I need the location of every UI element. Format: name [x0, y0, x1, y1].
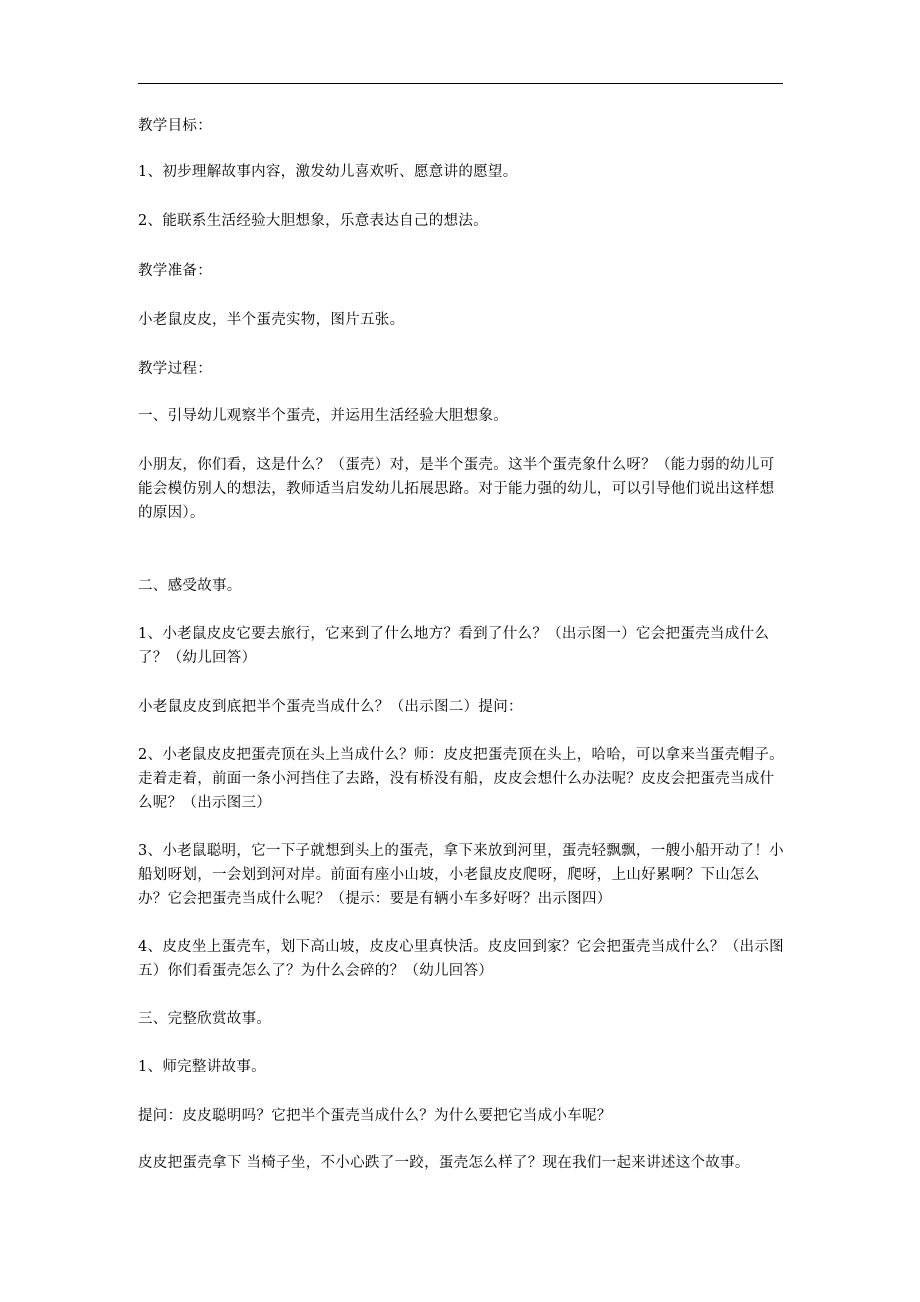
preparation-text: 小老鼠皮皮，半个蛋壳实物，图片五张。	[138, 312, 405, 328]
process-section-2-title: 二、感受故事。	[138, 578, 242, 594]
process-section-1-text: 小朋友，你们看，这是什么？（蛋壳）对，是半个蛋壳。这半个蛋壳象什么呀？（能力弱的幼儿可能会模仿别人的想法，教师适当启发幼儿拓展思路。对于能力强的幼儿，可以引导他们说出这样想的原因）。	[138, 457, 775, 521]
heading-teaching-preparation: 教学准备：	[138, 263, 212, 279]
process-question: 小老鼠皮皮到底把半个蛋壳当成什么？（出示图二）提问：	[138, 699, 523, 715]
process-step-1: 1、小老鼠皮皮它要去旅行，它来到了什么地方？看到了什么？（出示图一）它会把蛋壳当成什么了？（幼儿回答）	[138, 626, 770, 666]
process-step-3: 3、小老鼠聪明，它一下子就想到头上的蛋壳，拿下来放到河里，蛋壳轻飘飘，一艘小船开动了！小船划呀划，一会划到河对岸。前面有座小山坡，小老鼠皮皮爬呀，爬呀，上山好累啊？下山怎么办？它会把蛋壳当成什么呢？（提示：要是有辆小车多好呀？出示图四）	[138, 843, 784, 907]
process-section-3-title: 三、完整欣赏故事。	[138, 1011, 272, 1027]
process-section-3-question: 提问：皮皮聪明吗？它把半个蛋壳当成什么？为什么要把它当成小车呢？	[138, 1108, 612, 1124]
process-section-3-step-1: 1、师完整讲故事。	[138, 1059, 266, 1075]
heading-teaching-process: 教学过程：	[138, 361, 212, 377]
process-section-1-title: 一、引导幼儿观察半个蛋壳，并运用生活经验大胆想象。	[138, 408, 508, 424]
process-step-2: 2、小老鼠皮皮把蛋壳顶在头上当成什么？师：皮皮把蛋壳顶在头上，哈哈，可以拿来当蛋壳帽子。走着走着，前面一条小河挡住了去路，没有桥没有船，皮皮会想什么办法呢？皮皮会把蛋壳当成什么呢？（出示图三）	[138, 747, 784, 811]
process-section-3-text: 皮皮把蛋壳拿下 当椅子坐，不小心跌了一跤，蛋壳怎么样了？现在我们一起来讲述这个故事。	[138, 1155, 750, 1171]
goal-item-2: 2、能联系生活经验大胆想象，乐意表达自己的想法。	[138, 213, 488, 229]
goal-item-1: 1、初步理解故事内容，激发幼儿喜欢听、愿意讲的愿望。	[138, 164, 518, 180]
process-step-4: 4、皮皮坐上蛋壳车，划下高山坡，皮皮心里真快活。皮皮回到家？它会把蛋壳当成什么？（出示图五）你们看蛋壳怎么了？为什么会碎的？（幼儿回答）	[138, 939, 784, 979]
heading-teaching-goals: 教学目标：	[138, 118, 212, 134]
header-rule	[138, 83, 783, 84]
